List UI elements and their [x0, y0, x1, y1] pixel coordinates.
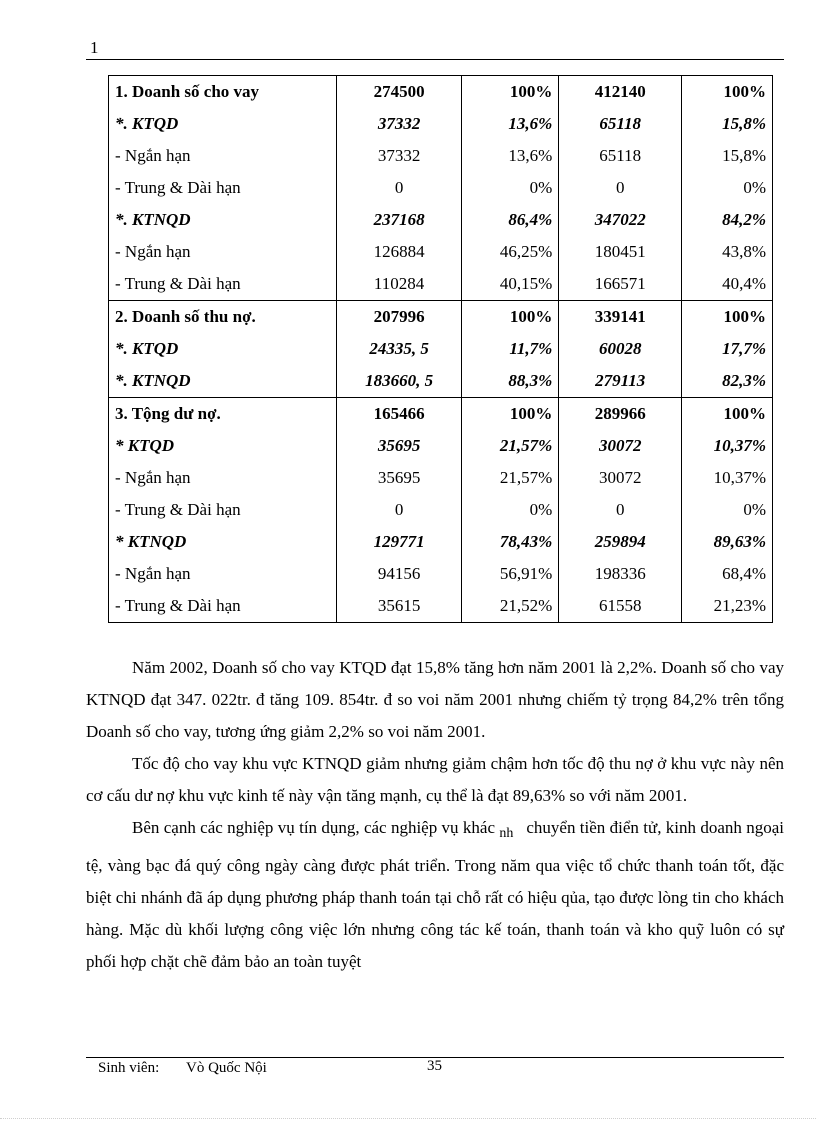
cell-row-label: * KTQD — [109, 430, 337, 462]
cell-row-label: - Ngắn hạn — [109, 140, 337, 172]
paragraph-2: Tốc độ cho vay khu vực KTNQD giảm nhưng giảm chậm hơn tốc độ thu nợ ở khu vực này nên cơ cấu dư nợ khu vực kinh tế này vận tăng mạnh, cụ thể là đạt 89,63% so với năm 2001. — [86, 754, 784, 805]
table-row — [109, 108, 773, 140]
paragraph-3 — [86, 812, 784, 978]
cell-share-2001: 78,43% — [462, 526, 559, 558]
cell-row-label: - Trung & Dài hạn — [109, 268, 337, 301]
table-row — [109, 590, 773, 623]
table-body — [109, 76, 773, 623]
cell-value-2002: 0 — [559, 172, 682, 204]
table-row — [109, 333, 773, 365]
table-row — [109, 398, 773, 431]
cell-value-2001: 274500 — [336, 76, 462, 109]
cell-row-label: - Ngắn hạn — [109, 558, 337, 590]
cell-row-label: - Trung & Dài hạn — [109, 590, 337, 623]
cell-row-label: - Trung & Dài hạn — [109, 172, 337, 204]
cell-share-2002: 82,3% — [682, 365, 773, 398]
paragraph-1: Năm 2002, Doanh số cho vay KTQD đạt 15,8% tăng hơn năm 2001 là 2,2%. Doanh số cho vay KTNQD đạt 347. 022tr. đ tăng 109. 854tr. đ so voi năm 2001 nhưng chiếm tỷ trọng 84,2% trên tổng Doanh số cho vay, tương ứng giảm 2,2% so voi năm 2001. — [86, 658, 784, 741]
cell-value-2001: 183660, 5 — [336, 365, 462, 398]
table-row — [109, 76, 773, 109]
cell-value-2002: 61558 — [559, 590, 682, 623]
footer-page-number: 35 — [427, 1058, 442, 1074]
cell-value-2002: 180451 — [559, 236, 682, 268]
cell-row-label: 1. Doanh số cho vay — [109, 76, 337, 109]
cell-share-2002: 17,7% — [682, 333, 773, 365]
cell-share-2001: 56,91% — [462, 558, 559, 590]
cell-share-2002: 0% — [682, 172, 773, 204]
table-row — [109, 236, 773, 268]
table-row — [109, 462, 773, 494]
table-row — [109, 430, 773, 462]
paragraph-3-part-2: chuyển tiền điển tử, kinh doanh ngoại tệ, vàng bạc đá quý công ngày càng được phát triển. Trong năm qua việc tổ chức thanh toán tốt, đặc biệt chi nhánh đã áp dụng phương pháp thanh toán tại chỗ rất có hiệu qủa, tạo được lòng tin cho khách hàng. Mặc dù khối lượng công việc lớn nhưng công tác kế toán, thanh toán và kho quỹ luôn có sự phối hợp chặt chẽ đảm bảo an toàn tuyệt — [86, 818, 785, 971]
cell-value-2001: 35695 — [336, 430, 462, 462]
cell-value-2002: 259894 — [559, 526, 682, 558]
cell-share-2002: 0% — [682, 494, 773, 526]
cell-value-2001: 35615 — [336, 590, 462, 623]
cell-share-2002: 10,37% — [682, 430, 773, 462]
cell-row-label: - Ngắn hạn — [109, 236, 337, 268]
cell-value-2001: 207996 — [336, 301, 462, 334]
cell-share-2001: 0% — [462, 494, 559, 526]
cell-share-2002: 68,4% — [682, 558, 773, 590]
table-row — [109, 140, 773, 172]
cell-value-2002: 339141 — [559, 301, 682, 334]
cell-share-2002: 43,8% — [682, 236, 773, 268]
cell-share-2001: 86,4% — [462, 204, 559, 236]
cell-share-2002: 15,8% — [682, 108, 773, 140]
cell-value-2001: 0 — [336, 172, 462, 204]
cell-value-2002: 30072 — [559, 462, 682, 494]
cell-value-2002: 166571 — [559, 268, 682, 301]
paragraph-3-part-1: Bên cạnh các nghiệp vụ tín dụng, các nghiệp vụ khác — [132, 818, 495, 837]
cell-value-2001: 129771 — [336, 526, 462, 558]
cell-row-label: 2. Doanh số thu nợ. — [109, 301, 337, 334]
cell-share-2001: 21,57% — [462, 430, 559, 462]
table-row — [109, 268, 773, 301]
cell-value-2001: 37332 — [336, 140, 462, 172]
footer-student-label: Sinh viên: — [98, 1060, 160, 1076]
cell-value-2002: 198336 — [559, 558, 682, 590]
cell-value-2001: 24335, 5 — [336, 333, 462, 365]
cell-share-2001: 21,57% — [462, 462, 559, 494]
cell-share-2001: 100% — [462, 76, 559, 109]
cell-share-2002: 15,8% — [682, 140, 773, 172]
cell-share-2001: 46,25% — [462, 236, 559, 268]
cell-value-2002: 279113 — [559, 365, 682, 398]
cell-value-2002: 60028 — [559, 333, 682, 365]
paragraph-3-subscript: nh — [499, 826, 514, 841]
body-text — [86, 652, 784, 978]
cell-row-label: *. KTQD — [109, 108, 337, 140]
cell-value-2001: 0 — [336, 494, 462, 526]
page-marker: 1 — [90, 38, 99, 57]
cell-value-2001: 110284 — [336, 268, 462, 301]
cell-share-2002: 21,23% — [682, 590, 773, 623]
cell-share-2001: 13,6% — [462, 108, 559, 140]
cell-share-2001: 100% — [462, 398, 559, 431]
cell-share-2001: 100% — [462, 301, 559, 334]
cell-row-label: - Trung & Dài hạn — [109, 494, 337, 526]
cell-row-label: 3. Tộng dư nợ. — [109, 398, 337, 431]
cell-row-label: *. KTQD — [109, 333, 337, 365]
cell-value-2002: 65118 — [559, 140, 682, 172]
table-row — [109, 526, 773, 558]
table-row — [109, 365, 773, 398]
cell-value-2002: 289966 — [559, 398, 682, 431]
cell-value-2002: 0 — [559, 494, 682, 526]
table-row — [109, 204, 773, 236]
table-row — [109, 494, 773, 526]
cell-row-label: - Ngắn hạn — [109, 462, 337, 494]
header-rule — [86, 59, 784, 60]
footer-student-name: Vò Quốc Nội — [186, 1060, 267, 1076]
cell-value-2001: 165466 — [336, 398, 462, 431]
table-row — [109, 172, 773, 204]
cell-value-2002: 347022 — [559, 204, 682, 236]
table-row — [109, 558, 773, 590]
cell-share-2001: 40,15% — [462, 268, 559, 301]
cell-share-2002: 100% — [682, 76, 773, 109]
cell-share-2002: 89,63% — [682, 526, 773, 558]
cell-share-2001: 88,3% — [462, 365, 559, 398]
cell-share-2002: 84,2% — [682, 204, 773, 236]
cell-share-2001: 11,7% — [462, 333, 559, 365]
cell-value-2001: 35695 — [336, 462, 462, 494]
cell-value-2002: 30072 — [559, 430, 682, 462]
cell-share-2002: 40,4% — [682, 268, 773, 301]
cell-value-2002: 412140 — [559, 76, 682, 109]
credit-statistics-table — [108, 75, 773, 623]
cell-share-2002: 100% — [682, 398, 773, 431]
cell-value-2001: 37332 — [336, 108, 462, 140]
cell-value-2002: 65118 — [559, 108, 682, 140]
cell-share-2001: 21,52% — [462, 590, 559, 623]
cell-value-2001: 94156 — [336, 558, 462, 590]
cell-share-2001: 0% — [462, 172, 559, 204]
cell-row-label: *. KTNQD — [109, 204, 337, 236]
cell-share-2001: 13,6% — [462, 140, 559, 172]
cell-row-label: *. KTNQD — [109, 365, 337, 398]
cell-share-2002: 100% — [682, 301, 773, 334]
bottom-dotted-rule — [0, 1118, 816, 1119]
cell-value-2001: 126884 — [336, 236, 462, 268]
cell-share-2002: 10,37% — [682, 462, 773, 494]
cell-value-2001: 237168 — [336, 204, 462, 236]
table-row — [109, 301, 773, 334]
cell-row-label: * KTNQD — [109, 526, 337, 558]
